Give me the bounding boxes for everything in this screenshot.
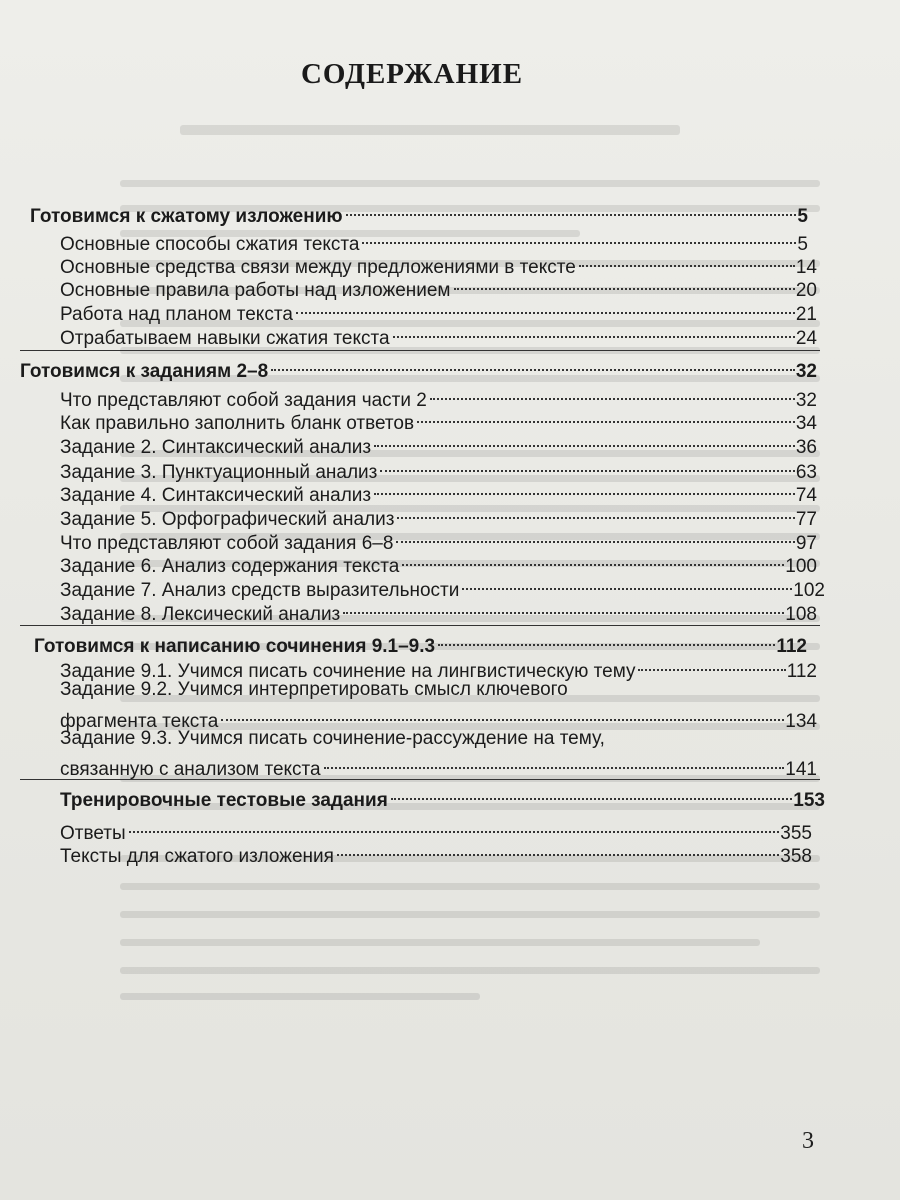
toc-entry-page: 141 (785, 759, 817, 780)
dot-leader (436, 628, 775, 652)
toc-entry-page: 24 (795, 328, 817, 349)
dot-leader (294, 296, 795, 320)
toc-entry-title: Тренировочные тестовые задания (60, 790, 388, 811)
dot-leader (335, 838, 779, 862)
dot-leader (389, 782, 793, 806)
toc-entry-page: 20 (795, 280, 817, 301)
dot-leader (428, 382, 795, 406)
toc-entry-title: Как правильно заполнить бланк ответов (60, 413, 415, 434)
toc-entry-title: Основные способы сжатия текста (60, 234, 360, 255)
dot-leader (391, 320, 795, 344)
dot-leader (395, 501, 794, 525)
toc-entry-page: 36 (795, 437, 817, 458)
dot-leader (219, 703, 784, 727)
dot-leader (577, 249, 795, 273)
toc-entry-page: 355 (780, 823, 812, 844)
dot-leader (344, 198, 797, 222)
toc-entry-title: Что представляют собой задания 6–8 (60, 533, 394, 554)
toc-entry-page: 77 (795, 509, 817, 530)
toc-entry-title: Ответы (60, 823, 126, 844)
toc-entry-page: 21 (795, 304, 817, 325)
toc-entry-title: фрагмента текста (60, 711, 219, 732)
section-divider (20, 779, 820, 780)
dot-leader (341, 596, 784, 620)
page-title: СОДЕРЖАНИЕ (300, 58, 524, 90)
dot-leader (636, 653, 785, 677)
toc-entry-row (60, 320, 817, 351)
toc-entry-page: 34 (795, 413, 817, 434)
dot-leader (360, 226, 796, 250)
toc-entry-page: 112 (776, 636, 807, 657)
toc-entry-title: Готовимся к заданиям 2–8 (20, 361, 269, 382)
toc-entry-title: Что представляют собой задания части 2 (60, 390, 427, 411)
toc-section-row (20, 353, 817, 384)
dot-leader (372, 429, 795, 453)
toc-entry-title: Готовимся к сжатому изложению (30, 206, 343, 227)
toc-entry-page: 5 (797, 206, 808, 227)
toc-entry-page: 358 (780, 846, 812, 867)
toc-entry-page: 100 (785, 556, 817, 577)
toc-entry-title: Основные правила работы над изложением (60, 280, 451, 301)
dot-leader (415, 405, 795, 429)
dot-leader (372, 477, 795, 501)
toc-section-row (60, 782, 825, 813)
toc-entry-page: 32 (795, 390, 817, 411)
toc-entry-title: Задание 9.3. Учимся писать сочинение-рассуждение на тему, (60, 728, 605, 749)
toc-entry-title: Задание 9.2. Учимся интерпретировать смысл ключевого (60, 679, 568, 700)
toc-entry-page: 134 (785, 711, 817, 732)
dot-leader (400, 548, 784, 572)
toc-entry-page: 102 (793, 580, 825, 601)
toc-entry-page: 97 (795, 533, 817, 554)
toc-entry-title: Задание 5. Орфографический анализ (60, 509, 395, 530)
dot-leader (378, 454, 795, 478)
toc-entry-title: Работа над планом текста (60, 304, 293, 325)
toc-entry-title: Задание 6. Анализ содержания текста (60, 556, 400, 577)
toc-entry-page: 32 (795, 361, 817, 382)
toc-entry-title: Задание 7. Анализ средств выразительности (60, 580, 460, 601)
toc-entry-title: Задание 9.1. Учимся писать сочинение на лингвистическую тему (60, 661, 636, 682)
toc-entry-page: 108 (785, 604, 817, 625)
toc-entry-row (60, 727, 817, 751)
toc-entry-title: связанную с анализом текста (60, 759, 321, 780)
dot-leader (452, 272, 795, 296)
dot-leader (269, 353, 795, 377)
dot-leader (127, 815, 780, 839)
toc-entry-row (60, 838, 812, 869)
toc-entry-page: 63 (795, 462, 817, 483)
toc-entry-title: Готовимся к написанию сочинения 9.1–9.3 (34, 636, 436, 657)
toc-entry-page: 112 (786, 661, 817, 682)
toc-entry-title: Основные средства связи между предложениями в тексте (60, 257, 576, 278)
toc-entry-title: Тексты для сжатого изложения (60, 846, 334, 867)
toc-entry-title: Задание 4. Синтаксический анализ (60, 485, 372, 506)
toc-section-row (30, 198, 808, 229)
page-number: 3 (802, 1128, 814, 1154)
toc-entry-row (60, 678, 817, 702)
toc-entry-page: 14 (795, 257, 817, 278)
dot-leader (460, 572, 792, 596)
toc-entry-row (60, 596, 817, 627)
toc-entry-row (60, 751, 817, 782)
dot-leader (394, 525, 794, 549)
toc-entry-title: Задание 3. Пунктуационный анализ (60, 462, 378, 483)
toc-entry-title: Задание 8. Лексический анализ (60, 604, 341, 625)
toc-entry-page: 5 (797, 234, 808, 255)
toc-entry-title: Отрабатываем навыки сжатия текста (60, 328, 390, 349)
toc-entry-page: 153 (793, 790, 825, 811)
toc-entry-page: 74 (795, 485, 817, 506)
dot-leader (322, 751, 785, 775)
section-divider (20, 625, 820, 626)
toc-entry-title: Задание 2. Синтаксический анализ (60, 437, 372, 458)
section-divider (20, 350, 820, 351)
